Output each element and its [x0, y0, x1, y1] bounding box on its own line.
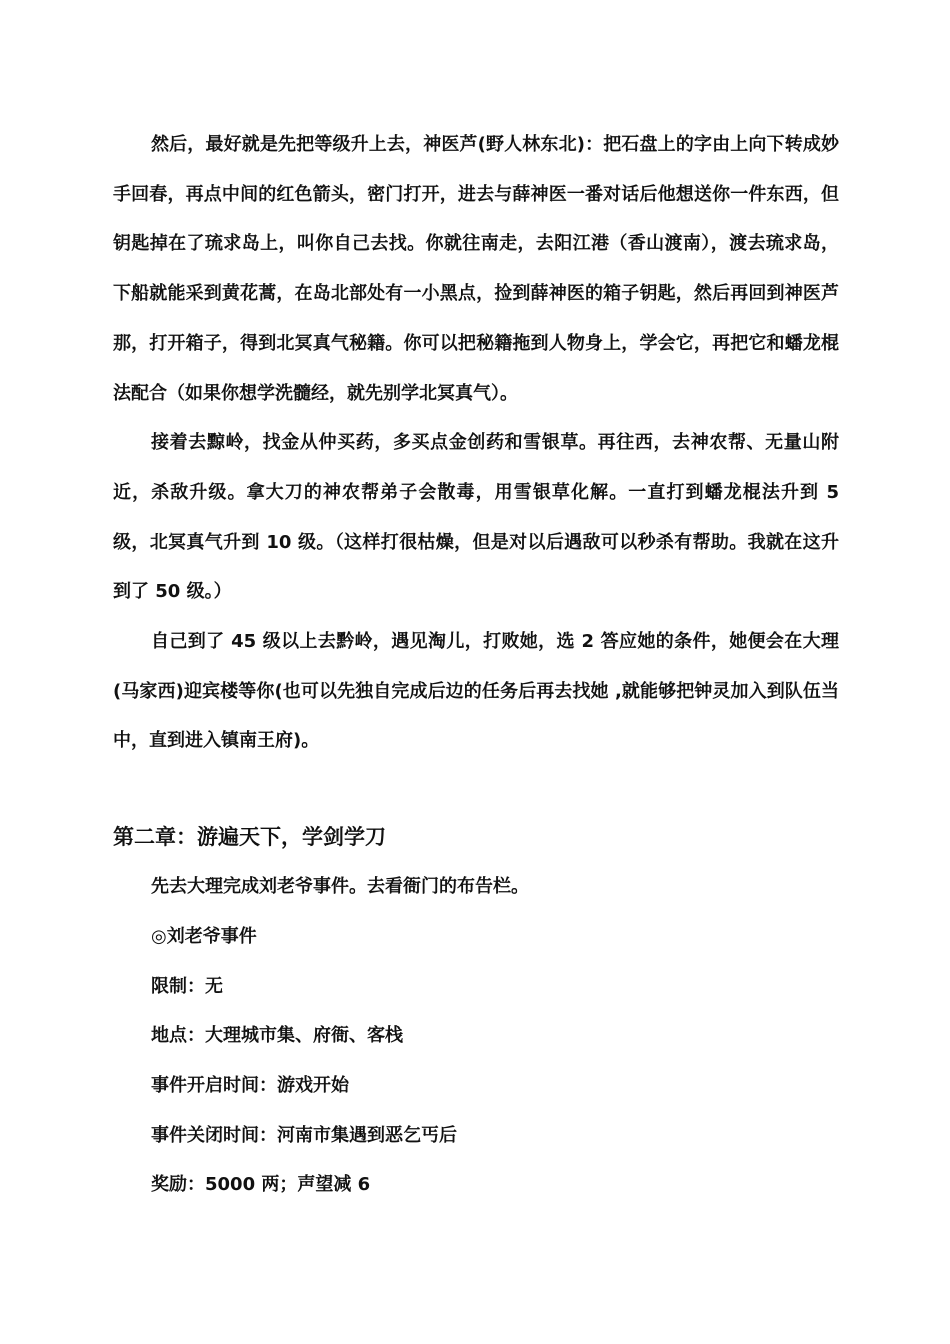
event-restriction: 限制：无	[151, 975, 223, 997]
chapter-heading: 第二章：游遍天下，学剑学刀	[113, 825, 386, 850]
chapter-intro-line: 先去大理完成刘老爷事件。去看衙门的布告栏。	[151, 876, 529, 898]
event-location: 地点：大理城市集、府衙、客栈	[151, 1025, 403, 1047]
event-end-time: 事件关闭时间：河南市集遇到恶乞丐后	[151, 1124, 457, 1146]
event-reward: 奖励：5000 两；声望减 6	[151, 1174, 371, 1196]
paragraph-shenyilu: 然后，最好就是先把等级升上去，神医芦(野人林东北)：把石盘上的字由上向下转成妙手回春，再点中间的红色箭头，密门打开，进去与薛神医一番对话后他想送你一件东西，但钥匙掉在了琉求岛上，叫你自己去找。你就往南走，去阳江港（香山渡南），渡去琉求岛，下船就能采到黄花蒿，在岛北部处有一小黑点，捡到薛神医的箱子钥匙，然后再回到神医芦那，打开箱子，得到北冥真气秘籍。你可以把秘籍拖到人物身上，学会它，再把它和蟠龙棍法配合（如果你想学洗髓经，就先别学北冥真气）。	[113, 134, 839, 404]
event-start-time: 事件开启时间：游戏开始	[151, 1074, 349, 1096]
chapter-lines	[113, 862, 839, 1210]
paragraph-taoer: 自己到了 45 级以上去黔岭，遇见淘儿，打败她，选 2 答应她的条件，她便会在大理(马家西)迎宾楼等你(也可以先独自完成后边的任务后再去找她 ,就能够把钟灵加入到队伍当中，直到进入镇南王府)。	[113, 631, 839, 752]
event-title: ◎刘老爷事件	[151, 925, 257, 947]
document-body	[113, 120, 839, 1210]
paragraph-leveling: 接着去黥岭，找金从仲买药，多买点金创药和雪银草。再往西，去神农帮、无量山附近，杀敌升级。拿大刀的神农帮弟子会散毒，用雪银草化解。一直打到蟠龙棍法升到 5 级，北冥真气升到 10 级。（这样打很枯燥，但是对以后遇敌可以秒杀有帮助。我就在这升到了 50 级。）	[113, 432, 839, 603]
